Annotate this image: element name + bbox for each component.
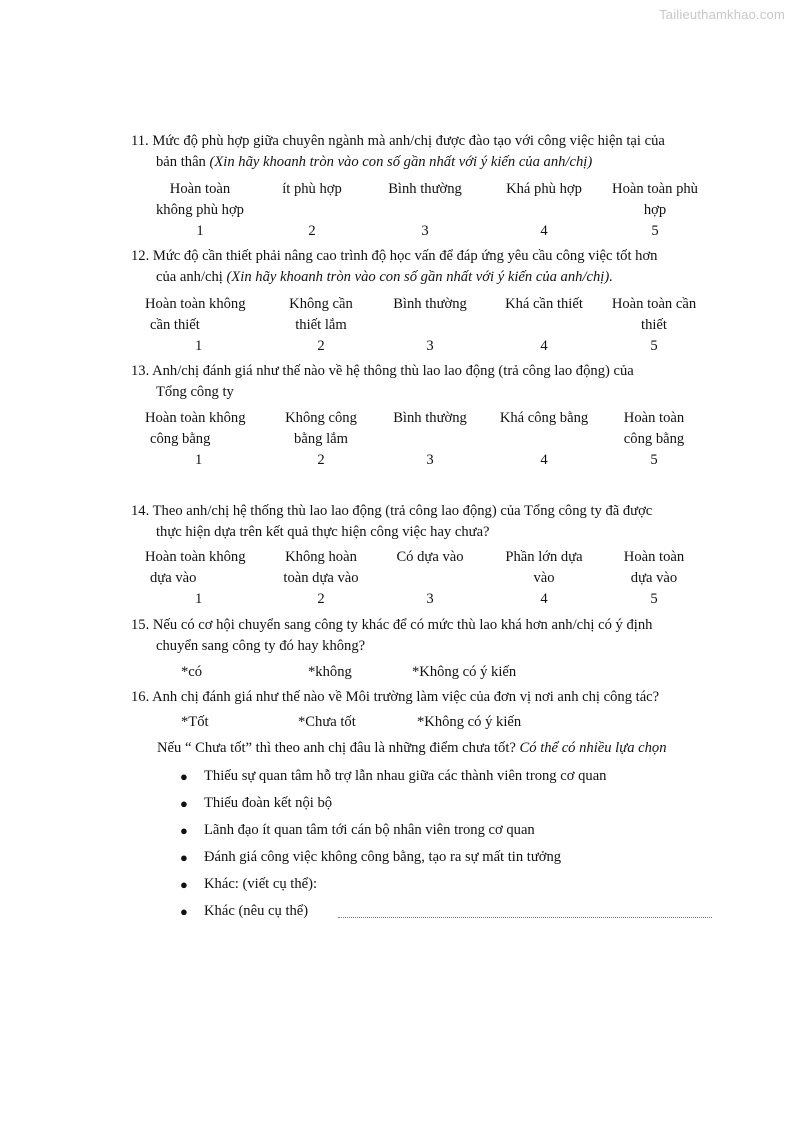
q11-option-3[interactable]: Bình thường 3 bbox=[388, 181, 462, 239]
question-12 bbox=[131, 246, 719, 288]
q13-option-2[interactable]: Không công bằng lắm 2 bbox=[285, 410, 357, 468]
question-11-instruction: (Xin hãy khoanh tròn vào con số gần nhất với ý kiến của anh/chị) bbox=[209, 154, 593, 170]
q13-option-1[interactable]: Hoàn toàn không công bằng 1 bbox=[145, 410, 246, 468]
question-16 bbox=[131, 687, 719, 708]
q15-choice-no[interactable]: *không bbox=[308, 664, 352, 680]
q13-option-4[interactable]: Khá công bằng 4 bbox=[499, 410, 589, 468]
question-14-scale bbox=[0, 547, 794, 617]
question-11-line1: 11. Mức độ phù hợp giữa chuyên ngành mà anh/chị được đào tạo với công việc hiện tại của bbox=[131, 133, 665, 149]
watermark: Tailieuthamkhao.com bbox=[659, 7, 785, 22]
q15-choice-no-opinion[interactable]: *Không có ý kiến bbox=[412, 664, 517, 680]
question-12-line1: 12. Mức độ cần thiết phải nâng cao trình độ học vấn để đáp ứng yêu cầu công việc tốt hơn bbox=[131, 248, 658, 264]
q11-option-1[interactable]: Hoàn toàn không phù hợp 1 bbox=[156, 181, 244, 239]
q13-option-5[interactable]: Hoàn toàn công bằng 5 bbox=[623, 410, 685, 468]
question-14 bbox=[131, 501, 719, 543]
question-16-choices bbox=[0, 712, 794, 733]
q14-option-4[interactable]: Phần lớn dựa vào 4 bbox=[505, 549, 583, 607]
question-16-followup: Nếu “ Chưa tốt” thì theo anh chị đâu là những điểm chưa tốt? Có thể có nhiều lựa chọn bbox=[157, 740, 667, 756]
q16-choice-no-opinion[interactable]: *Không có ý kiến bbox=[417, 714, 522, 730]
q14-option-5[interactable]: Hoàn toàn dựa vào 5 bbox=[623, 549, 685, 607]
question-12-line2: của anh/chị (Xin hãy khoanh tròn vào con số gần nhất với ý kiến của anh/chị). bbox=[156, 269, 613, 285]
question-11-scale bbox=[0, 179, 794, 249]
question-13-scale bbox=[0, 408, 794, 478]
bullet-icon: ● bbox=[180, 904, 188, 919]
q11-option-4[interactable]: Khá phù hợp 4 bbox=[506, 181, 582, 239]
q13-option-3[interactable]: Bình thường 3 bbox=[393, 410, 467, 468]
question-14-line1: 14. Theo anh/chị hệ thống thù lao lao động (trả công lao động) của Tổng công ty đã được bbox=[131, 503, 653, 519]
q11-option-5[interactable]: Hoàn toàn phù hợp 5 bbox=[612, 181, 698, 239]
bullet-icon: ● bbox=[180, 877, 188, 892]
question-15-choices bbox=[0, 662, 794, 683]
q14-option-2[interactable]: Không hoàn toàn dựa vào 2 bbox=[283, 549, 359, 607]
q14-option-1[interactable]: Hoàn toàn không dựa vào 1 bbox=[145, 549, 246, 607]
question-14-line2: thực hiện dựa trên kết quả thực hiện công việc hay chưa? bbox=[156, 524, 490, 540]
bullet-icon: ● bbox=[180, 769, 188, 784]
q12-option-3[interactable]: Bình thường 3 bbox=[393, 296, 467, 354]
question-11 bbox=[131, 131, 719, 173]
bullet-icon: ● bbox=[180, 796, 188, 811]
q12-option-5[interactable]: Hoàn toàn cần thiết 5 bbox=[611, 296, 697, 354]
question-12-instruction: (Xin hãy khoanh tròn vào con số gần nhất với ý kiến của anh/chị). bbox=[226, 269, 613, 285]
q12-option-2[interactable]: Không cần thiết lắm 2 bbox=[289, 296, 353, 354]
bullet-icon: ● bbox=[180, 823, 188, 838]
question-13-line1: 13. Anh/chị đánh giá như thế nào về hệ thông thù lao lao động (trả công lao động) của bbox=[131, 363, 634, 379]
bullet-icon: ● bbox=[180, 850, 188, 865]
q16-choice-good[interactable]: *Tốt bbox=[181, 714, 209, 730]
q14-option-3[interactable]: Có dựa vào 3 bbox=[396, 549, 464, 607]
question-11-line2: bản thân (Xin hãy khoanh tròn vào con số gần nhất với ý kiến của anh/chị) bbox=[156, 154, 593, 170]
question-15-line2: chuyển sang công ty đó hay không? bbox=[156, 638, 366, 654]
q11-option-2[interactable]: ít phù hợp 2 bbox=[282, 181, 342, 239]
q16-choice-not-good[interactable]: *Chưa tốt bbox=[298, 714, 356, 730]
q12-option-1[interactable]: Hoàn toàn không cần thiết 1 bbox=[145, 296, 246, 354]
question-15-line1: 15. Nếu có cơ hội chuyển sang công ty khác để có mức thù lao khá hơn anh/chị có ý định bbox=[131, 617, 653, 633]
question-15 bbox=[131, 615, 719, 657]
q15-choice-yes[interactable]: *có bbox=[181, 664, 203, 680]
question-13 bbox=[131, 361, 719, 403]
q12-option-4[interactable]: Khá cần thiết 4 bbox=[505, 296, 583, 354]
write-in-dotted-line[interactable] bbox=[338, 917, 712, 918]
question-16-followup-instruction: Có thể có nhiều lựa chọn bbox=[519, 740, 667, 756]
question-12-scale bbox=[0, 294, 794, 364]
question-13-line2: Tổng công ty bbox=[156, 384, 234, 400]
question-16-line1: 16. Anh chị đánh giá như thế nào về Môi trường làm việc của đơn vị nơi anh chị công tác? bbox=[131, 689, 660, 705]
